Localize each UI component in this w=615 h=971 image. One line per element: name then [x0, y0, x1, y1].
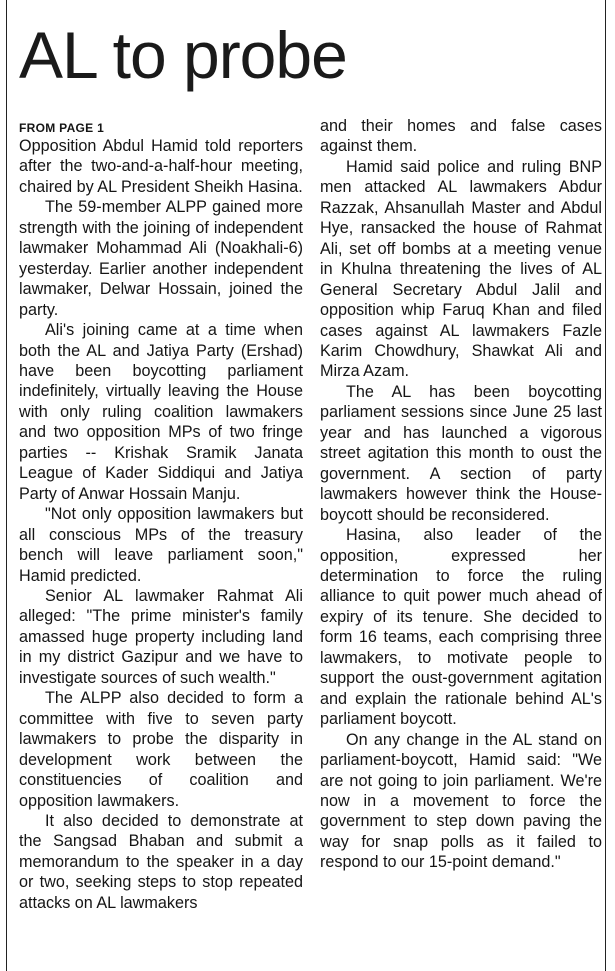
paragraph: Hasina, also leader of the opposition, expressed her determination to force the ruling alliance to quit power much ahead of expiry of its tenure. She decided to form 16 teams, each comprising three lawmakers, to motivate people to support the oust-government agitation and explain the rationale behind AL's parliament boycott.	[320, 526, 602, 729]
paragraph: It also decided to demonstrate at the Sangsad Bhaban and submit a memorandum to the speaker in a day or two, seeking steps to stop repeated attacks on AL lawmakers	[19, 811, 303, 912]
paragraph: Ali's joining came at a time when both the AL and Jatiya Party (Ershad) have been boycotting parliament indefinitely, virtually leaving the House with only ruling coalition lawmakers and two opposition MPs of two fringe parties -- Krishak Sramik Janata League of Kader Siddiqui and Jatiya Party of Anwar Hossain Manju.	[19, 321, 303, 503]
paragraph: Opposition Abdul Hamid told reporters after the two-and-a-half-hour meeting, chaired by AL President Sheikh Hasina.	[19, 137, 303, 196]
article-column-left	[19, 121, 303, 913]
paragraph: Hamid said police and ruling BNP men attacked AL lawmakers Abdur Razzak, Ahsanullah Master and Abdul Hye, ransacked the house of Rahmat Ali, set off bombs at a meeting venue in Khulna threatening the lives of AL General Secretary Abdul Jalil and opposition whip Faruq Khan and filed cases against AL lawmakers Fazle Karim Chowdhury, Shawkat Ali and Mirza Azam.	[320, 157, 602, 381]
kicker-from-page: FROM PAGE 1	[19, 121, 105, 135]
article-column-right	[320, 116, 602, 873]
paragraph: The 59-member ALPP gained more strength with the joining of independent lawmaker Mohammad Ali (Noakhali-6) yesterday. Earlier another independent lawmaker, Delwar Hossain, joined the party.	[19, 198, 303, 319]
newspaper-clipping	[6, 0, 606, 971]
paragraph: Senior AL lawmaker Rahmat Ali alleged: "The prime minister's family amassed huge property including land in my district Gazipur and we have to investigate sources of such wealth."	[19, 586, 303, 687]
headline: AL to probe	[19, 18, 347, 92]
paragraph: The AL has been boycotting parliament sessions since June 25 last year and has launched a vigorous street agitation this month to oust the government. A section of party lawmakers however think the House-boycott should be reconsidered.	[320, 382, 602, 524]
paragraph: "Not only opposition lawmakers but all conscious MPs of the treasury bench will leave parliament soon," Hamid predicted.	[19, 505, 303, 585]
paragraph: The ALPP also decided to form a committee with five to seven party lawmakers to probe the disparity in development work between the constituencies of coalition and opposition lawmakers.	[19, 689, 303, 810]
paragraph: On any change in the AL stand on parliament-boycott, Hamid said: "We are not going to join parliament. We're now in a movement to force the government to step down paving the way for snap polls as it failed to respond to our 15-point demand."	[320, 730, 602, 872]
paragraph: and their homes and false cases against them.	[320, 117, 602, 156]
